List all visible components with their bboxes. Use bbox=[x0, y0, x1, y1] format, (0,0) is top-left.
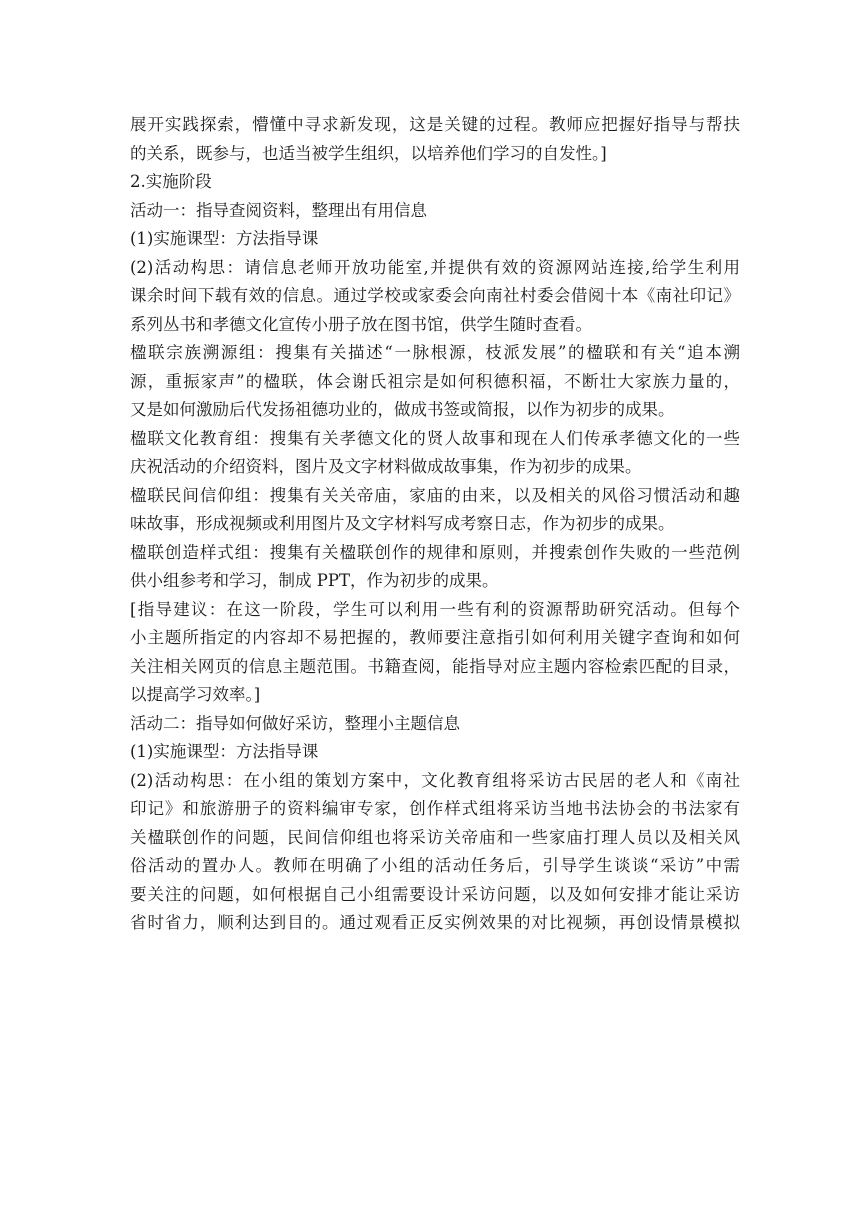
text-line: 楹联文化教育组：搜集有关孝德文化的贤人故事和现在人们传承孝德文化的一些 bbox=[130, 428, 740, 448]
text-line: 味故事，形成视频或利用图片及文字材料写成考察日志，作为初步的成果。 bbox=[130, 514, 675, 533]
text-line: (1)实施课型：方法指导课 bbox=[130, 229, 319, 248]
text-line: 以提高学习效率。] bbox=[130, 685, 261, 704]
text-line: 源，重振家声”的楹联，体会谢氏祖宗是如何积德积福，不断壮大家族力量的， bbox=[130, 371, 740, 391]
text-line: (2)活动构思：请信息老师开放功能室,并提供有效的资源网站连接,给学生利用 bbox=[130, 257, 740, 277]
text-line: 印记》和旅游册子的资料编审专家，创作样式组将采访当地书法协会的书法家有 bbox=[130, 799, 740, 818]
text-line: 楹联创造样式组：搜集有关楹联创作的规律和原则，并搜索创作失败的一些范例 bbox=[130, 542, 740, 562]
text-line: 省时省力，顺利达到目的。通过观看正反实例效果的对比视频，再创设情景模拟 bbox=[130, 913, 740, 932]
text-line: 小主题所指定的内容却不易把握的，教师要注意指引如何利用关键字查询和如何 bbox=[130, 628, 740, 647]
text-line: (1)实施课型：方法指导课 bbox=[130, 742, 319, 761]
text-line: 俗活动的置办人。教师在明确了小组的活动任务后，引导学生谈谈“采访”中需 bbox=[130, 856, 740, 875]
text-line: 活动一：指导查阅资料，整理出有用信息 bbox=[130, 200, 427, 220]
text-line: 庆祝活动的介绍资料，图片及文字材料做成故事集，作为初步的成果。 bbox=[130, 457, 642, 476]
text-line: (2)活动构思：在小组的策划方案中，文化教育组将采访古民居的老人和《南社 bbox=[130, 770, 740, 790]
text-line: 课余时间下载有效的信息。通过学校或家委会向南社村委会借阅十本《南社印记》 bbox=[130, 286, 740, 305]
text-line: 2.实施阶段 bbox=[130, 172, 212, 191]
text-line: [指导建议：在这一阶段，学生可以利用一些有利的资源帮助研究活动。但每个 bbox=[130, 599, 740, 619]
text-line: 展开实践探索，懵懂中寻求新发现，这是关键的过程。教师应把握好指导与帮扶 bbox=[130, 115, 740, 134]
text-line: 的关系，既参与，也适当被学生组织，以培养他们学习的自发性。] bbox=[130, 143, 607, 163]
text-line: 系列丛书和孝德文化宣传小册子放在图书馆，供学生随时查看。 bbox=[130, 314, 592, 334]
document-body bbox=[130, 111, 740, 938]
text-line: 要关注的问题，如何根据自己小组需要设计采访问题，以及如何安排才能让采访 bbox=[130, 884, 740, 904]
text-line: 关注相关网页的信息主题范围。书籍查阅，能指导对应主题内容检索匹配的目录， bbox=[130, 656, 740, 676]
text-line: 楹联宗族溯源组：搜集有关描述“一脉根源，枝派发展”的楹联和有关“追本溯 bbox=[130, 343, 740, 362]
text-line: 供小组参考和学习，制成 PPT，作为初步的成果。 bbox=[130, 571, 499, 590]
text-line: 活动二：指导如何做好采访，整理小主题信息 bbox=[130, 713, 460, 733]
text-line: 楹联民间信仰组：搜集有关关帝庙，家庙的由来，以及相关的风俗习惯活动和趣 bbox=[130, 485, 740, 505]
text-line: 又是如何激励后代发扬祖德功业的，做成书签或简报，以作为初步的成果。 bbox=[130, 400, 675, 419]
text-line: 关楹联创作的问题，民间信仰组也将采访关帝庙和一些家庙打理人员以及相关风 bbox=[130, 827, 740, 847]
